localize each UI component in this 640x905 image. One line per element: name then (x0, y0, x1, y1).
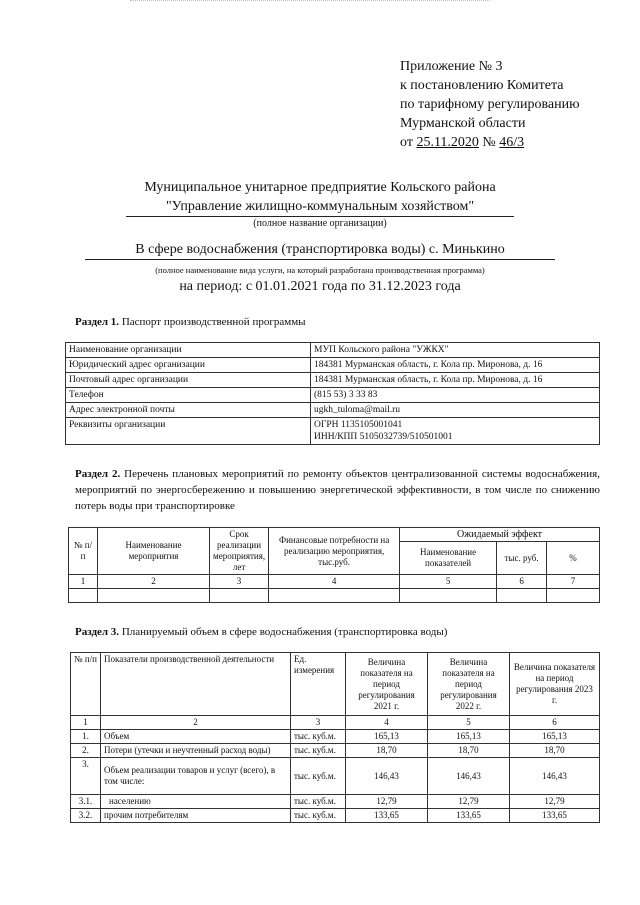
appendix-line: Мурманской области (400, 116, 526, 131)
table-row: Почтовый адрес организации 184381 Мурманская область, г. Кола пр. Миронова, д. 16 (66, 373, 600, 388)
table-header-row: № п/п Показатели производственной деятельности Ед. измерения Величина показателя на период регулирования 2021 г. Величина показателя на период регулирования 2022 г. Величина показателя на период регулирования 2023 г. (71, 653, 600, 716)
org-line-1: Муниципальное унитарное предприятие Кольского района (144, 180, 496, 195)
passport-table (65, 342, 600, 445)
table-row: Реквизиты организации ОГРН 1135105001041 ИНН/КПП 5105032739/510501001 (66, 418, 600, 445)
table-row: Юридический адрес организации 184381 Мурманская область, г. Кола пр. Миронова, д. 16 (66, 358, 600, 373)
table-row: Телефон (815 53) 3 33 83 (66, 388, 600, 403)
table-row: 2. Потери (утечки и неучтенный расход воды) тыс. куб.м. 18,70 18,70 18,70 (71, 744, 600, 758)
table-header-row: Наименование показателей тыс. руб. % (69, 542, 600, 575)
volume-table (70, 652, 600, 823)
table-row: 1 2 3 4 5 6 7 (69, 575, 600, 589)
scope-note: (полное наименование вида услуги, на который разработана производственная программа) (155, 265, 485, 275)
section2-title: Раздел 2. Перечень плановых мероприятий по ремонту объектов централизованной системы водоснабжения, мероприятий по энергосбережению и повышению энергетической эффективности, в том числе по снижению потерь воды при транспортировке (75, 468, 600, 512)
appendix-line: по тарифному регулированию (400, 97, 580, 112)
table-row: Наименование организации МУП Кольского района "УЖКХ" (66, 343, 600, 358)
table-row: 3.2. прочим потребителям тыс. куб.м. 133,65 133,65 133,65 (71, 809, 600, 823)
table-header-row: № п/п Наименование мероприятия Срок реализации мероприятия, лет Финансовые потребности на реализацию мероприятия, тыс.руб. Ожидаемый эффект (69, 528, 600, 542)
scope-block (0, 240, 640, 296)
period: на период: с 01.01.2021 года по 31.12.2023 года (179, 279, 461, 294)
appendix-block (400, 57, 580, 152)
org-name-block (0, 178, 640, 231)
scan-edge (130, 0, 490, 4)
org-line-2: "Управление жилищно-коммунальным хозяйством" (126, 197, 514, 217)
scope-title: В сфере водоснабжения (транспортировка воды) с. Минькино (85, 240, 554, 260)
table-row: 1. Объем тыс. куб.м. 165,13 165,13 165,13 (71, 730, 600, 744)
table-row: Адрес электронной почты ugkh_tuloma@mail.ru (66, 403, 600, 418)
table-row: 3. Объем реализации товаров и услуг (всего), в том числе: тыс. куб.м. 146,43 146,43 146,43 (71, 758, 600, 795)
section1-title: Раздел 1. Паспорт производственной программы (75, 316, 306, 328)
appendix-line: к постановлению Комитета (400, 78, 564, 93)
measures-table (68, 527, 600, 603)
table-row: 3.1. населению тыс. куб.м. 12,79 12,79 12,79 (71, 795, 600, 809)
appendix-date: 25.11.2020 (416, 135, 479, 150)
appendix-date-line: от 25.11.2020 № 46/3 (400, 135, 525, 150)
org-note: (полное название организации) (253, 218, 387, 229)
appendix-number: 46/3 (499, 135, 525, 150)
table-row (69, 589, 600, 603)
section3-title: Раздел 3. Планируемый объем в сфере водоснабжения (транспортировка воды) (75, 626, 448, 638)
table-row: 1 2 3 4 5 6 (71, 716, 600, 730)
appendix-line: Приложение № 3 (400, 59, 503, 74)
